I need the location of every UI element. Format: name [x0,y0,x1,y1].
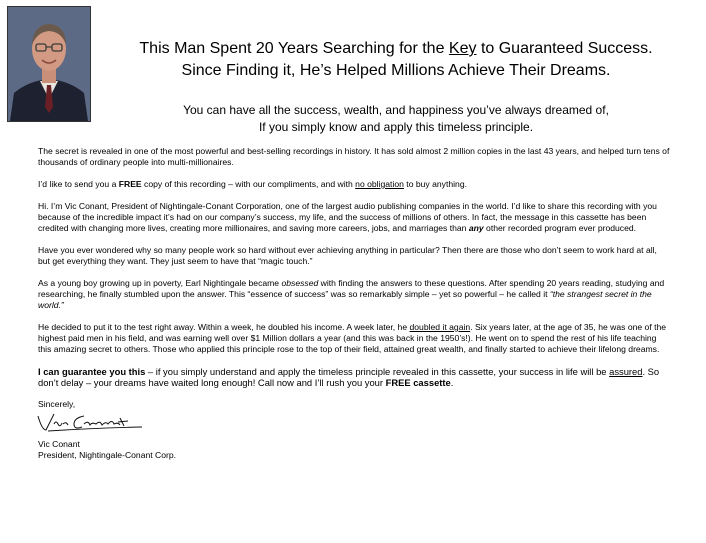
signature-block [38,410,670,434]
paragraph-6: He decided to put it to the test right away. Within a week, he doubled his income. A week later, he doubled it again. Six years later, at the age of 35, he was one of the highest paid men in his field, and was earning well over $1 Million dollars a year (and this was back in the 1950’s!). He went on to spend the rest of his life teaching this amazing secret to others. Those who applied this principle rose to the top of their field, attained great wealth, and finally started to achieve their lifelong dreams. [38,322,667,354]
paragraph-5: As a young boy growing up in poverty, Earl Nightingale became obsessed with finding the answers to these questions. After spending 20 years reading, studying and researching, he finally stumbled upon the answer. This “essence of success” was so remarkably simple – yet so powerful – he called it “the strangest secret in the world.” [38,278,665,310]
subhead-line-2: If you simply know and apply this timeless principle. [258,120,534,134]
paragraph-1: The secret is revealed in one of the most powerful and best-selling recordings in history. It has sold almost 2 million copies in the last 43 years, and helped turn tens of thousands of ordinary people into multi-millionaires. [38,146,670,167]
signer-title: President, Nightingale-Conant Corp. [38,450,177,460]
headline [96,38,696,82]
paragraph-7: I can guarantee you this – if you simply understand and apply the timeless principle revealed in this cassette, your success in life will be assured. So don’t delay – your dreams have waited long enough! Call now and I’ll rush you your FREE cassette. [38,366,660,388]
guarantee-emphasis: I can guarantee you this [38,366,146,377]
free-emphasis: FREE [118,179,142,189]
paragraph-2: I’d like to send you a FREE copy of this recording – with our compliments, and with no obligation to buy anything. [38,179,467,189]
doubled-emphasis: doubled it again [409,322,471,332]
assured-emphasis: assured [609,366,643,377]
letter-body [38,146,670,461]
signer-name: Vic Conant [38,439,80,449]
headline-line-2: Since Finding it, He’s Helped Millions Achieve Their Dreams. [181,62,611,79]
portrait-photo-icon [7,6,91,122]
closing-sincerely: Sincerely, [38,399,76,409]
key-word: Key [448,40,477,57]
paragraph-3: Hi. I’m Vic Conant, President of Nightingale-Conant Corporation, one of the largest audio publishing companies in the world. I’d like to share this recording with you because of the incredible impact it’s had on our company’s success, my life, and the success of millions of others. In fact, the message in this cassette has been credited with changing more lives, creating more millionaires, and saving more careers, jobs, and marriages than any other recorded program ever produced. [38,201,657,233]
signature-icon [36,410,146,434]
any-emphasis: any [468,223,484,233]
subhead-line-1: You can have all the success, wealth, and happiness you’ve always dreamed of, [183,103,609,117]
obsessed-emphasis: obsessed [281,278,319,288]
strangest-secret-quote: “the strangest secret in the world.” [38,289,652,310]
free-cassette-emphasis: FREE cassette [385,377,451,388]
headline-line-1: This Man Spent 20 Years Searching for the Key to Guaranteed Success. [139,40,653,57]
paragraph-4: Have you ever wondered why so many people work so hard without ever achieving anything in particular? Then there are those who don’t seem to work hard at all, but get everything they want. They just seem to have that “magic touch.” [38,245,657,266]
subheadline [96,102,696,136]
no-obligation-emphasis: no obligation [355,179,404,189]
